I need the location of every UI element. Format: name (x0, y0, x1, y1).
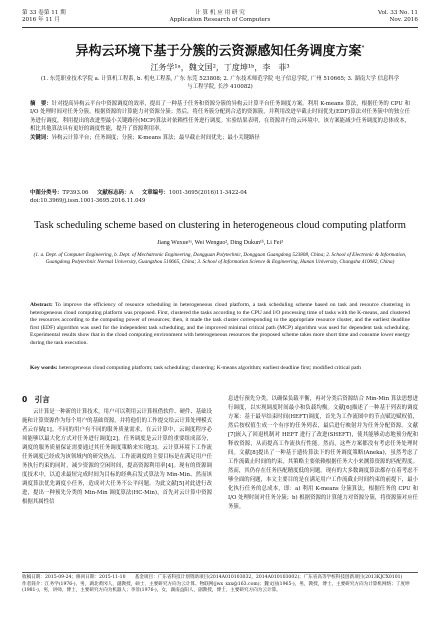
chinese-keywords (30, 134, 410, 142)
header-vol-en: Vol. 33 No. 11 (378, 10, 418, 16)
keywords-label-en: Key words: (30, 365, 58, 371)
introduction-paragraph-right: 息进行预先分类，以确保负载平衡，再对分类后资源结合 Min-Min 算法思想进行调度，以实现调度时间最小和负载均衡。文献[6]描述了一种基于列表的调度方案：基于最早结束时间(HEFT)调度，首先为工作流图中的节点赋边赋权值，然后按权值生成一个有序的任务列表，最后进行映射并为任务分配资源。文献[7]嵌入了回退机制对 HEFT 进行了改进(SHEFT)，使其能够动态地预分配和释放资源，从而提高工作流执行性能。然而，这些方案都没有考虑任务处理时间。文献[8]提出了一种基于遗传算法下的任务调度策略(Aneka)，虽然考虑了工作流截止时间的约束，其策略主要依赖根据任务大小来测算资源的匹配程度。然而，其仍存在任务匹配精度低的问题。现有的大多数调度算法都存在着考虑不够全面的问题，本文主要目的是在满足用户工作流截止时间约束的前提下，最小化执行任务的总成本，即：a) 利用 K-means 分簇算法，根据任务的 CPU 和 I/O 处理时间对任务分簇；b) 根据资源的计算能力对资源分簇，将资源簇对应任务簇。 (228, 396, 418, 510)
section-heading-introduction: 0 引言 (22, 395, 50, 404)
abstract-text-cn: 针对提高异构云平台中资源调度的效率，提出了一种基于任务和资源分簇的异构云计算平台任务调度方案。利用 K-means 算法，根据任务的 CPU 和 I/O 处理时间对任务分簇，根据资源的计算能力对资源分簇；然后，将任务簇分配到合适的资源簇，并利用改进早截止时间优先(EDF)算法对任务簇中的独立任务进行调度，利用提出的改进型最小关键路径(MCP)算法对依赖性任务进行调度。实验结果表明，在资源并行的云环境中，该方案能减少任务调度的总体成本，相比其他算法具有更好的调度性能，提升了资源利用率。 (30, 101, 410, 132)
keywords-text-cn: 异构云计算平台；任务调度；分簇；K-means 算法；最早截止时间优先；最小关键路径 (51, 135, 260, 142)
footnote-author-bio: 作者简介：江务学(1976-)，男，湖北黄冈人，副教授，硕士，主要研究方向为云计算、物联网(jwx_xxx@163.com)；魏文国(1965-)，男，教授，博士，主要研究方向为计算机网络；丁度坤(1981-)，男，讲师，博士，主要研究方向为机器人；李菲(1976-)，女，湖南益阳人，副教授，博士，主要研究方向为云计算。 (22, 581, 410, 594)
doi-line[interactable]: doi:10.3969/j.issn.1001-3695.2016.11.049 (30, 198, 146, 204)
article-number-label: 文章编号： (141, 190, 169, 196)
header-journal-cn: 计 算 机 应 用 研 究 (195, 10, 245, 16)
english-title: Task scheduling scheme based on clustering in heterogeneous cloud computing platform (34, 220, 406, 231)
introduction-paragraph-left: 云计算是一种新的计算技术，用户可以利用云计算租借软件、硬件、基础设施和计算资源作为每个用户的基础资源，并将他们的工作提交给云计算处理模式者云存储[1]。不同的用户有不同的服务质量需求，在云计算中，云调度程序必须能够以最大化方式对任务进行调度[2]。任务调度是云计算的重要组成部分，调度的服务质量保证需要通过其任务调度策略来实现[3]。云计算环境下工作流任务调度已经成为该领域内的研究热点。工作流调度的主要目标是在满足用户任务执行约束的同时，减少资源的空闲时间，提高资源利用率[4]。现有的资源调度技术中，以追求最短完成时间为目标的经典启发式算法为 Min-Min、然而该调度算法优先调度小任务，造成对大任务不公平问题。为此文献[5]对此进行改进，提出一种预先分类的 Min-Min 调度算法(HC-Min)，首先对云计算中资源根据其属性信 (22, 409, 212, 505)
chinese-title-text: 异构云环境下基于分簇的云资源感知任务调度方案 (75, 44, 362, 59)
header-volume-en (378, 10, 418, 24)
abstract-text-en: To improve the efficiency of resource scheduling in heterogeneous cloud platform, a task scheduling scheme based on task and resource clustering in heterogeneous cloud computing platform was proposed. First, clustered the tasks according to the CPU and I/O processing time of tasks with the K-means, and clustered the resources according to the computing power of resources; then, it made the task cluster corresponding to the appropriate resource cluster, and the earliest deadline first (EDF) algorithm was used for the independent task scheduling, and the improved minimal critical path (MCP) algorithm was used for dependent task scheduling. Experimental results show that in the cloud computing environment with heterogeneous resources the proposed scheme takes more short time and consume lower energy during the task execution. (30, 302, 410, 346)
english-keywords (30, 365, 410, 373)
running-header (22, 10, 418, 28)
body-column-right (228, 395, 418, 512)
chinese-title (22, 40, 418, 59)
chinese-affiliation: (1. 东莞职业技术学院 a. 计算机工程系, b. 机电工程系, 广东 东莞 523808; 2. 广东技术师范学院 电子信息学院, 广州 510665; 3. 湖南大学 信息科学与工程学院, 长沙 410082) (40, 76, 400, 90)
header-journal-en: Application Research of Computers (169, 17, 271, 23)
english-authors: Jiang Wuxue¹ᵃ, Wei Wenguo², Ding Dukun¹ᵇ, Li Fei³ (157, 240, 283, 246)
header-date-en: Nov. 2016 (389, 17, 418, 23)
keywords-label-cn: 关键词： (30, 135, 52, 142)
header-date-cn: 2016 年 11 月 (22, 17, 60, 23)
doc-code-label: 文献标志码： (97, 190, 130, 196)
footnote-received: 收稿日期：2015-09-24；修回日期：2015-11-10 基金项目：广东省科技计划资助项目(2014A010103032，2014A010103002)；广东省高等学校科技创新项目(2013KJCX0101) (22, 575, 403, 580)
english-abstract (30, 302, 410, 348)
chinese-abstract (30, 100, 410, 142)
classification-line (30, 190, 410, 198)
keywords-text-en: heterogeneous cloud computing platform; task scheduling; clustering; K-means algorithm; earliest deadline first; modified critical path (58, 365, 361, 371)
header-journal (22, 10, 418, 24)
footnote-block (22, 572, 418, 595)
clc-value: TP393.06 (62, 190, 89, 196)
abstract-label-cn: 摘 要： (30, 101, 52, 107)
english-affiliation: (1. a. Dept. of Computer Engineering, b. Dept. of Mechatronic Engineering, Dongguan Polytechnic, Dongguan Guangdong 523808, China; 2. School of Electronic & Information, Guangdong Polytechnic Normal University, Guangzhou 510665, China; 3. School of Information Science & Engineering, Hunan University, Changsha 410082, China) (33, 252, 407, 265)
doc-code-value: A (129, 190, 134, 196)
title-footnote-mark: * (361, 44, 365, 52)
article-number-value: 1001-3695(2016)11-3422-04 (168, 190, 248, 196)
abstract-label-en: Abstract: (30, 302, 53, 308)
header-volume-cn: 第 33 卷第 11 期 (22, 10, 66, 16)
clc-label: 中图分类号： (30, 190, 63, 196)
chinese-authors: 江务学¹ᵃ，魏文国²，丁度坤¹ᵇ，李 菲³ (150, 63, 290, 72)
body-column-left (22, 395, 212, 507)
